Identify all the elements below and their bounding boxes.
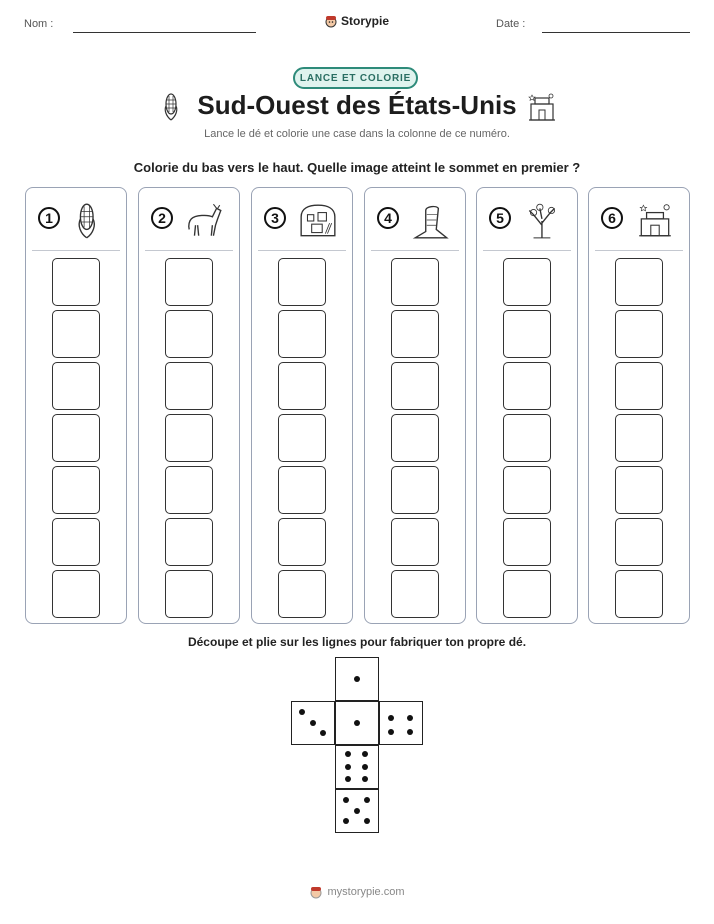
horse-icon [185, 202, 225, 240]
die-column-1 [25, 187, 127, 624]
color-box[interactable] [503, 570, 551, 618]
color-box[interactable] [52, 570, 100, 618]
activity-badge: LANCE ET COLORIE [293, 67, 418, 89]
die-pip [362, 751, 368, 757]
column-header [262, 202, 344, 238]
die-pip [345, 764, 351, 770]
die-pip [362, 776, 368, 782]
die-pip [310, 720, 316, 726]
die-column-3 [251, 187, 353, 624]
color-box[interactable] [615, 570, 663, 618]
column-header [599, 202, 681, 238]
color-box[interactable] [615, 466, 663, 514]
column-number: 3 [264, 207, 286, 229]
color-box[interactable] [278, 362, 326, 410]
color-box[interactable] [503, 518, 551, 566]
corn-icon [72, 202, 112, 240]
color-box[interactable] [391, 518, 439, 566]
color-box[interactable] [278, 466, 326, 514]
name-label: Nom : [24, 18, 54, 30]
column-number: 4 [377, 207, 399, 229]
coloring-instruction: Colorie du bas vers le haut. Quelle image atteint le sommet en premier ? [133, 160, 581, 175]
die-face-1 [335, 701, 379, 745]
column-header [375, 202, 457, 238]
color-box[interactable] [165, 414, 213, 462]
die-face-3 [291, 701, 335, 745]
color-box[interactable] [52, 362, 100, 410]
color-box[interactable] [615, 362, 663, 410]
column-number: 1 [38, 207, 60, 229]
die-pip [299, 709, 305, 715]
color-box[interactable] [503, 466, 551, 514]
storypie-logo [324, 14, 389, 28]
color-box[interactable] [52, 518, 100, 566]
die-face-6 [335, 745, 379, 789]
color-box[interactable] [278, 518, 326, 566]
die-pip [364, 818, 370, 824]
color-box[interactable] [52, 466, 100, 514]
brand-name: Storypie [341, 14, 390, 28]
color-box[interactable] [391, 258, 439, 306]
pueblo-night-icon [526, 92, 558, 122]
column-divider [32, 250, 120, 251]
column-number: 6 [601, 207, 623, 229]
die-pip [343, 797, 349, 803]
color-box[interactable] [165, 310, 213, 358]
desert-tree-icon [523, 202, 563, 240]
die-pip [354, 720, 360, 726]
column-number: 5 [489, 207, 511, 229]
die-pip [407, 729, 413, 735]
die-column-2 [138, 187, 240, 624]
die-pip [354, 808, 360, 814]
rock-formation-icon [411, 202, 451, 240]
color-box[interactable] [391, 310, 439, 358]
column-divider [258, 250, 346, 251]
storypie-mascot-icon [324, 14, 338, 28]
color-box[interactable] [165, 466, 213, 514]
color-box[interactable] [615, 258, 663, 306]
color-box[interactable] [503, 258, 551, 306]
color-box[interactable] [52, 258, 100, 306]
color-box[interactable] [278, 414, 326, 462]
column-number: 2 [151, 207, 173, 229]
die-pip [388, 729, 394, 735]
color-box[interactable] [278, 570, 326, 618]
column-divider [595, 250, 683, 251]
die-pip [343, 818, 349, 824]
color-box[interactable] [503, 362, 551, 410]
column-header [36, 202, 118, 238]
color-box[interactable] [615, 310, 663, 358]
die-pip [388, 715, 394, 721]
date-line[interactable] [542, 32, 690, 33]
die-pip [320, 730, 326, 736]
color-box[interactable] [391, 414, 439, 462]
die-pip [364, 797, 370, 803]
color-box[interactable] [391, 362, 439, 410]
column-divider [371, 250, 459, 251]
color-box[interactable] [165, 258, 213, 306]
die-face-1 [335, 657, 379, 701]
color-box[interactable] [165, 362, 213, 410]
color-box[interactable] [278, 258, 326, 306]
color-box[interactable] [503, 414, 551, 462]
color-box[interactable] [165, 570, 213, 618]
page-title: Sud-Ouest des États-Unis [197, 90, 517, 120]
page-subtitle: Lance le dé et colorie une case dans la colonne de ce numéro. [204, 128, 510, 140]
die-pip [345, 751, 351, 757]
color-box[interactable] [615, 518, 663, 566]
die-instruction: Découpe et plie sur les lignes pour fabriquer ton propre dé. [187, 635, 527, 649]
die-pip [362, 764, 368, 770]
cliff-dwelling-icon [298, 202, 338, 240]
color-box[interactable] [165, 518, 213, 566]
die-pip [407, 715, 413, 721]
color-box[interactable] [391, 466, 439, 514]
die-face-5 [335, 789, 379, 833]
column-header [149, 202, 231, 238]
name-line[interactable] [73, 32, 256, 33]
date-label: Date : [496, 18, 526, 30]
storypie-mascot-icon [309, 885, 323, 899]
die-column-6 [588, 187, 690, 624]
color-box[interactable] [278, 310, 326, 358]
color-box[interactable] [52, 414, 100, 462]
die-pip [354, 676, 360, 682]
footer-url[interactable]: mystorypie.com [327, 886, 405, 898]
column-header [487, 202, 569, 238]
column-divider [145, 250, 233, 251]
column-divider [483, 250, 571, 251]
color-box[interactable] [615, 414, 663, 462]
die-column-5 [476, 187, 578, 624]
die-face-4 [379, 701, 423, 745]
pueblo-night-icon [635, 202, 675, 240]
color-box[interactable] [52, 310, 100, 358]
footer [0, 885, 714, 899]
color-box[interactable] [391, 570, 439, 618]
die-column-4 [364, 187, 466, 624]
die-pip [345, 776, 351, 782]
color-box[interactable] [503, 310, 551, 358]
